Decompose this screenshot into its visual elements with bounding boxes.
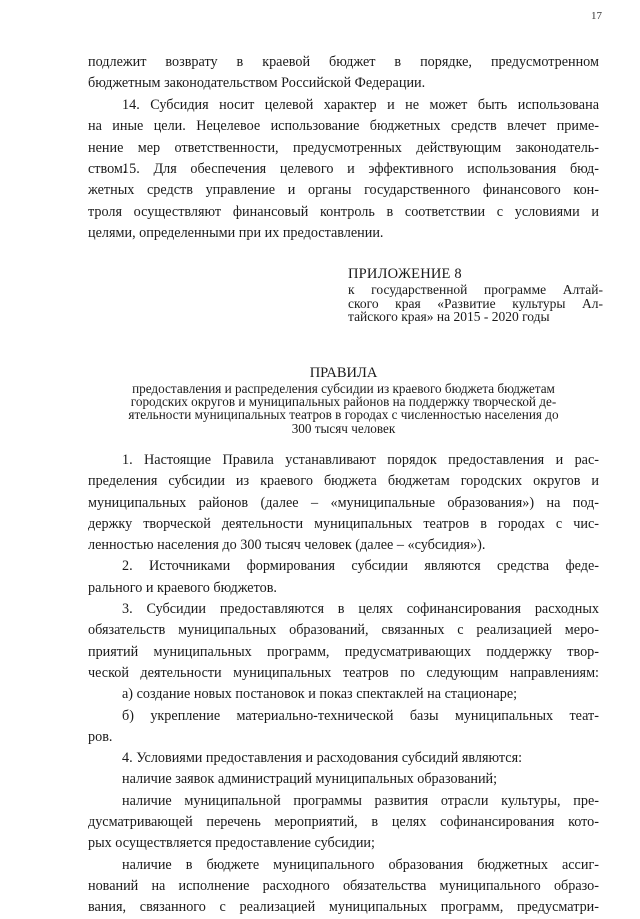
- text-line: нение мер ответственности, предусмотренных действующим законодатель-: [88, 139, 599, 156]
- paragraph-4a: [88, 769, 599, 790]
- appendix-block: [348, 266, 603, 324]
- text-line: б) укрепление материально-технической базы муниципальных теат-: [122, 707, 599, 724]
- paragraph-4: [88, 748, 599, 769]
- text-line: ством.: [88, 160, 127, 177]
- text-line: ческой деятельности муниципальных театров по следующим направлениям:: [88, 664, 599, 681]
- paragraph-4c: [88, 855, 599, 919]
- text-line: 1. Настоящие Правила устанавливают порядок предоставления и рас-: [122, 452, 599, 468]
- rules-title: ПРАВИЛА: [309, 365, 378, 381]
- text-line: целями, определенными при их предоставлении.: [88, 224, 384, 241]
- text-line: 300 тысяч человек: [291, 420, 396, 436]
- text-line: наличие заявок администраций муниципальных образований;: [122, 771, 498, 788]
- rules-body: [88, 450, 599, 919]
- text-line: дусматривающей перечень мероприятий, в целях софинансирования кото-: [88, 814, 599, 831]
- text-line: обязательств муниципальных образований, связанных с реализацией меро-: [88, 622, 599, 639]
- appendix-text: [348, 283, 603, 324]
- paragraph-continuation: [88, 52, 599, 95]
- paragraph-4b: [88, 791, 599, 855]
- paragraph-3b: [88, 706, 599, 749]
- paragraph-2: [88, 556, 599, 599]
- text-line: 15. Для обеспечения целевого и эффективного использования бюд-: [122, 161, 599, 177]
- text-line: рального и краевого бюджетов.: [88, 579, 277, 596]
- text-line: 3. Субсидии предоставляются в целях софинансирования расходных: [122, 601, 599, 618]
- rules-subtitle: [88, 382, 599, 435]
- text-line: ятельности муниципальных театров в городах с численностью населения до: [128, 407, 559, 423]
- text-line: жетных средств управление и органы государственного финансового кон-: [88, 182, 599, 199]
- text-line: рых осуществляется предоставление субсидии;: [88, 835, 375, 852]
- appendix-title: ПРИЛОЖЕНИЕ 8: [348, 266, 462, 282]
- paragraph-1: [88, 450, 599, 556]
- paragraph-3: [88, 599, 599, 684]
- text-line: наличие муниципальной программы развития отрасли культуры, пре-: [122, 792, 599, 809]
- text-line: муниципальных районов (далее – «муниципальные образования») на под-: [88, 494, 599, 511]
- text-line: 2. Источниками формирования субсидии являются средства феде-: [122, 558, 599, 575]
- text-line: пределения субсидии из краевого бюджета бюджетам городских округов и: [88, 473, 599, 490]
- text-line: 4. Условиями предоставления и расходования субсидий являются:: [122, 750, 523, 767]
- text-line: ров.: [88, 728, 113, 745]
- text-line: городских округов и муниципальных районов на поддержку творческой де-: [130, 394, 557, 410]
- text-line: 14. Субсидия носит целевой характер и не может быть использована: [122, 97, 599, 113]
- text-line: приятий муниципальных программ, предусматривающих поддержку твор-: [88, 643, 599, 660]
- text-line: наличие в бюджете муниципального образования бюджетных ассиг-: [122, 856, 599, 873]
- text-line: подлежит возврату в краевой бюджет в порядке, предусмотренном: [88, 54, 599, 70]
- page-number: 17: [591, 10, 602, 22]
- paragraph-15: [88, 159, 599, 244]
- text-line: вания, связанного с реализацией муниципальных программ, предусматри-: [88, 899, 599, 916]
- text-line: троля осуществляют финансовый контроль в соответствии с условиями и: [88, 203, 599, 220]
- text-line: ленностью населения до 300 тысяч человек (далее – «субсидия»).: [88, 537, 486, 554]
- text-line: предоставления и распределения субсидии из краевого бюджета бюджетам: [132, 381, 555, 396]
- text-line: держку творческой деятельности муниципальных театров в городах с чис-: [88, 515, 599, 532]
- text-line: бюджетным законодательством Российской Федерации.: [88, 75, 426, 92]
- text-line: ского края «Развитие культуры Ал-: [348, 295, 603, 311]
- text-line: а) создание новых постановок и показ спектаклей на стационаре;: [122, 686, 518, 703]
- text-line: нований на исполнение расходного обязательства муниципального образо-: [88, 877, 599, 894]
- text-line: к государственной программе Алтай-: [348, 282, 603, 297]
- text-line: тайского края» на 2015 - 2020 годы: [348, 309, 550, 324]
- text-line: на иные цели. Нецелевое использование бюджетных средств влечет приме-: [88, 118, 599, 135]
- paragraph-3a: [88, 684, 599, 705]
